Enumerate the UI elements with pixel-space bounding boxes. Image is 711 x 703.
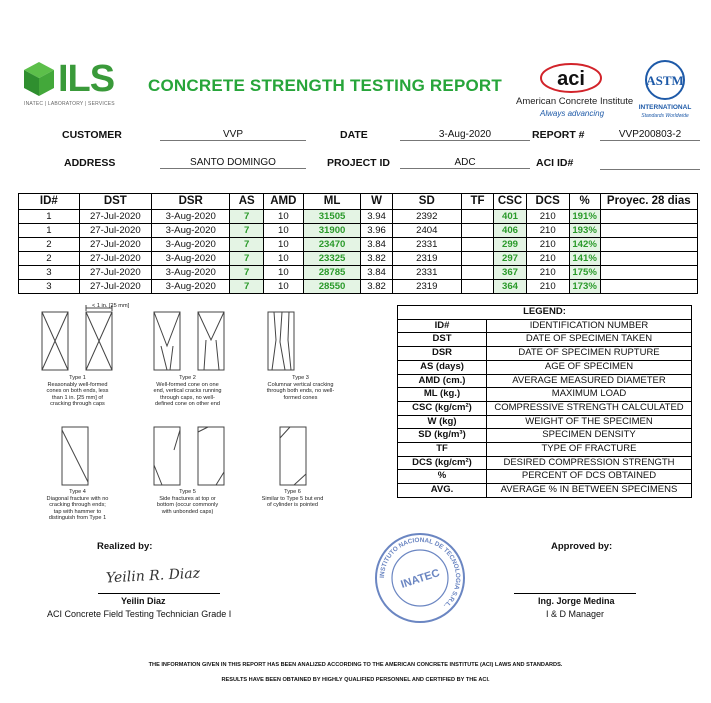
table-body [19, 210, 698, 294]
approved-by-label: Approved by: [551, 541, 613, 552]
legend-row [398, 470, 692, 484]
table-cell: 210 [526, 210, 569, 224]
table-cell [600, 280, 697, 294]
legend-row [398, 388, 692, 402]
table-row [19, 266, 698, 280]
table-cell: 2331 [392, 266, 461, 280]
table-cell: 406 [494, 224, 526, 238]
table-cell: 1 [19, 210, 80, 224]
table-cell: 210 [526, 238, 569, 252]
table-cell [600, 210, 697, 224]
legend-row [398, 319, 692, 333]
aci-id-label: ACI ID# [536, 157, 574, 169]
legend-key: DSR [398, 347, 487, 361]
table-cell: 3 [19, 280, 80, 294]
table-cell [600, 266, 697, 280]
table-cell: 297 [494, 252, 526, 266]
table-cell: 175% [569, 266, 600, 280]
table-cell: 31505 [303, 210, 361, 224]
table-cell: 3-Aug-2020 [151, 238, 230, 252]
legend-description: MAXIMUM LOAD [487, 388, 692, 402]
table-header-row [19, 194, 698, 210]
table-cell: 7 [230, 238, 264, 252]
legend-row [398, 443, 692, 457]
cube-icon [22, 60, 56, 98]
table-cell: 23325 [303, 252, 361, 266]
table-cell: 27-Jul-2020 [79, 252, 151, 266]
column-header: TF [461, 194, 493, 210]
aci-logo-text: aci [557, 68, 585, 90]
table-cell: 3-Aug-2020 [151, 280, 230, 294]
table-cell: 173% [569, 280, 600, 294]
column-header: Proyec. 28 dias [600, 194, 697, 210]
table-cell: 3.82 [361, 252, 392, 266]
table-cell: 27-Jul-2020 [79, 238, 151, 252]
legend-description: AVERAGE % IN BETWEEN SPECIMENS [487, 484, 692, 498]
table-cell: 10 [263, 252, 303, 266]
report-title: CONCRETE STRENGTH TESTING REPORT [148, 76, 502, 95]
realized-signature-line [98, 593, 220, 594]
svg-text:INATEC: INATEC [399, 567, 442, 591]
astm-logo [634, 58, 696, 122]
legend-key: AS (days) [398, 360, 487, 374]
table-cell: 27-Jul-2020 [79, 280, 151, 294]
aci-mark-icon [536, 60, 606, 94]
footer-line-1: THE INFORMATION GIVEN IN THIS REPORT HAS BEEN ANALIZED ACCORDING TO THE AMERICAN CONCRETE INSTITUTE (ACI) LAWS AND STANDARDS. [148, 662, 563, 668]
table-row [19, 238, 698, 252]
report-label: REPORT # [532, 129, 585, 141]
report-value: VVP200803-2 [600, 129, 700, 141]
table-row [19, 210, 698, 224]
table-cell: 210 [526, 266, 569, 280]
column-header: AS [230, 194, 264, 210]
legend-description: DATE OF SPECIMEN TAKEN [487, 333, 692, 347]
fracture-type-4-caption: Type 4 Diagonal fracture with no cracking through ends; tap with hammer to distinguish from Type 1 [46, 489, 109, 522]
realized-role: ACI Concrete Field Testing Technician Grade I [47, 609, 232, 619]
table-cell [461, 280, 493, 294]
legend-row [398, 374, 692, 388]
aci-name: American Concrete Institute [516, 96, 634, 107]
table-cell: 3.82 [361, 280, 392, 294]
legend-row [398, 456, 692, 470]
footer-line-2: RESULTS HAVE BEEN OBTAINED BY HIGHLY QUALIFIED PERSONNEL AND CERTIFIED BY THE ACI. [221, 677, 490, 683]
legend-key: ID# [398, 319, 487, 333]
column-header: ID# [19, 194, 80, 210]
table-cell: 3.84 [361, 266, 392, 280]
column-header: ML [303, 194, 361, 210]
table-cell: 210 [526, 252, 569, 266]
table-cell: 364 [494, 280, 526, 294]
aci-tagline: Always advancing [540, 109, 605, 118]
realized-by-label: Realized by: [97, 541, 153, 552]
legend-description: COMPRESSIVE STRENGTH CALCULATED [487, 401, 692, 415]
table-cell: 10 [263, 224, 303, 238]
table-cell: 3.94 [361, 210, 392, 224]
legend-row [398, 415, 692, 429]
legend-row [398, 333, 692, 347]
column-header: DSR [151, 194, 230, 210]
table-cell: 2392 [392, 210, 461, 224]
table-cell: 31900 [303, 224, 361, 238]
legend-description: AGE OF SPECIMEN [487, 360, 692, 374]
date-value: 3-Aug-2020 [400, 129, 530, 141]
table-cell: 210 [526, 280, 569, 294]
table-cell: 28785 [303, 266, 361, 280]
legend-key: CSC (kg/cm²) [398, 401, 487, 415]
aci-logo [512, 60, 634, 120]
legend-key: ML (kg.) [398, 388, 487, 402]
legend-description: DESIRED COMPRESSION STRENGTH [487, 456, 692, 470]
column-header: W [361, 194, 392, 210]
table-cell: 2 [19, 238, 80, 252]
legend-row [398, 484, 692, 498]
table-row [19, 280, 698, 294]
date-label: DATE [340, 129, 368, 141]
legend-description: WEIGHT OF THE SPECIMEN [487, 415, 692, 429]
table-cell: 3-Aug-2020 [151, 224, 230, 238]
table-cell: 299 [494, 238, 526, 252]
table-cell: 7 [230, 266, 264, 280]
table-cell: 2319 [392, 252, 461, 266]
svg-text:INTERNATIONAL: INTERNATIONAL [638, 104, 692, 111]
legend-title: LEGEND: [398, 306, 692, 320]
table-cell: 142% [569, 238, 600, 252]
column-header: DCS [526, 194, 569, 210]
table-cell: 10 [263, 266, 303, 280]
signature-yeilin: Yeilin R. Diaz [105, 565, 201, 587]
table-cell [600, 238, 697, 252]
table-cell: 27-Jul-2020 [79, 210, 151, 224]
fracture-type-6-caption: Type 6 Similar to Type 5 but end of cylinder is pointed [261, 489, 324, 509]
svg-text:ASTM: ASTM [646, 73, 684, 88]
table-cell: 193% [569, 224, 600, 238]
table-cell [600, 252, 697, 266]
legend-description: SPECIMEN DENSITY [487, 429, 692, 443]
table-cell: 7 [230, 224, 264, 238]
table-cell: 3-Aug-2020 [151, 210, 230, 224]
approved-signature-line [514, 593, 636, 594]
logo-subtitle: INATEC | LABORATORY | SERVICES [24, 101, 115, 107]
table-cell [461, 238, 493, 252]
column-header: DST [79, 194, 151, 210]
legend-key: DCS (kg/cm²) [398, 456, 487, 470]
table-cell: 2319 [392, 280, 461, 294]
fracture-type-1-caption: Type 1 Reasonably well-formed cones on both ends, less than 1 in. [25 mm] of cracking through caps [46, 375, 109, 408]
table-cell: 10 [263, 238, 303, 252]
ils-logo [22, 60, 132, 110]
table-cell: 10 [263, 210, 303, 224]
legend-table [397, 305, 692, 498]
table-cell: 401 [494, 210, 526, 224]
table-cell: 2404 [392, 224, 461, 238]
table-row [19, 224, 698, 238]
table-cell: 7 [230, 210, 264, 224]
realized-name: Yeilin Diaz [121, 596, 166, 606]
legend-key: AVG. [398, 484, 487, 498]
table-cell: 191% [569, 210, 600, 224]
table-cell [461, 224, 493, 238]
approved-role: I & D Manager [546, 609, 605, 619]
table-cell: 3.96 [361, 224, 392, 238]
table-row [19, 252, 698, 266]
column-header: AMD [263, 194, 303, 210]
table-cell: 367 [494, 266, 526, 280]
fracture-type-2-caption: Type 2 Well-formed cone on one end, vertical cracks running through caps, no well- defined cone on other end [153, 375, 222, 408]
table-cell: 3.84 [361, 238, 392, 252]
fracture-type-3-caption: Type 3 Columnar vertical cracking through both ends, no well- formed cones [266, 375, 335, 401]
column-header: CSC [494, 194, 526, 210]
legend-key: AMD (cm.) [398, 374, 487, 388]
svg-text:Standards Worldwide: Standards Worldwide [641, 113, 689, 119]
inatec-stamp [372, 530, 468, 626]
logo-text: ILS [58, 58, 115, 100]
table-cell: 2 [19, 252, 80, 266]
legend-key: DST [398, 333, 487, 347]
fracture-type-5-caption: Type 5 Side fractures at top or bottom (occur commonly with unbonded caps) [156, 489, 219, 515]
table-cell: 10 [263, 280, 303, 294]
table-cell: 210 [526, 224, 569, 238]
table-cell: 7 [230, 252, 264, 266]
dimension-label: < 1 in. [25 mm] [92, 303, 130, 309]
legend-description: IDENTIFICATION NUMBER [487, 319, 692, 333]
legend-key: W (kg) [398, 415, 487, 429]
legend-row [398, 347, 692, 361]
fracture-types-diagram [20, 300, 360, 530]
legend-row [398, 401, 692, 415]
customer-value: VVP [160, 129, 306, 141]
column-header: SD [392, 194, 461, 210]
table-cell: 28550 [303, 280, 361, 294]
approved-name: Ing. Jorge Medina [538, 596, 615, 606]
table-cell [461, 266, 493, 280]
address-value: SANTO DOMINGO [160, 157, 306, 169]
legend-row [398, 429, 692, 443]
legend-row [398, 360, 692, 374]
project-value: ADC [400, 157, 530, 169]
customer-label: CUSTOMER [62, 129, 122, 141]
table-cell [461, 252, 493, 266]
project-label: PROJECT ID [327, 157, 391, 169]
table-cell: 7 [230, 280, 264, 294]
table-cell: 23470 [303, 238, 361, 252]
svg-text:INSTITUTO NACIONAL DE TECNOLOG: INSTITUTO NACIONAL DE TECNOLOGIA S.R.L. [378, 536, 462, 610]
legend-key: SD (kg/m³) [398, 429, 487, 443]
aci-id-value [600, 157, 700, 170]
table-cell: 1 [19, 224, 80, 238]
astm-mark-icon [634, 58, 696, 122]
column-header: % [569, 194, 600, 210]
table-cell: 3-Aug-2020 [151, 252, 230, 266]
table-cell: 141% [569, 252, 600, 266]
results-table [18, 193, 698, 294]
table-cell: 27-Jul-2020 [79, 224, 151, 238]
table-cell: 2331 [392, 238, 461, 252]
address-label: ADDRESS [64, 157, 116, 169]
legend-description: TYPE OF FRACTURE [487, 443, 692, 457]
legend-description: PERCENT OF DCS OBTAINED [487, 470, 692, 484]
table-cell: 3-Aug-2020 [151, 266, 230, 280]
legend-key: TF [398, 443, 487, 457]
legend-description: DATE OF SPECIMEN RUPTURE [487, 347, 692, 361]
legend-description: AVERAGE MEASURED DIAMETER [487, 374, 692, 388]
table-cell: 27-Jul-2020 [79, 266, 151, 280]
table-cell [461, 210, 493, 224]
table-cell: 3 [19, 266, 80, 280]
table-cell [600, 224, 697, 238]
legend-key: % [398, 470, 487, 484]
